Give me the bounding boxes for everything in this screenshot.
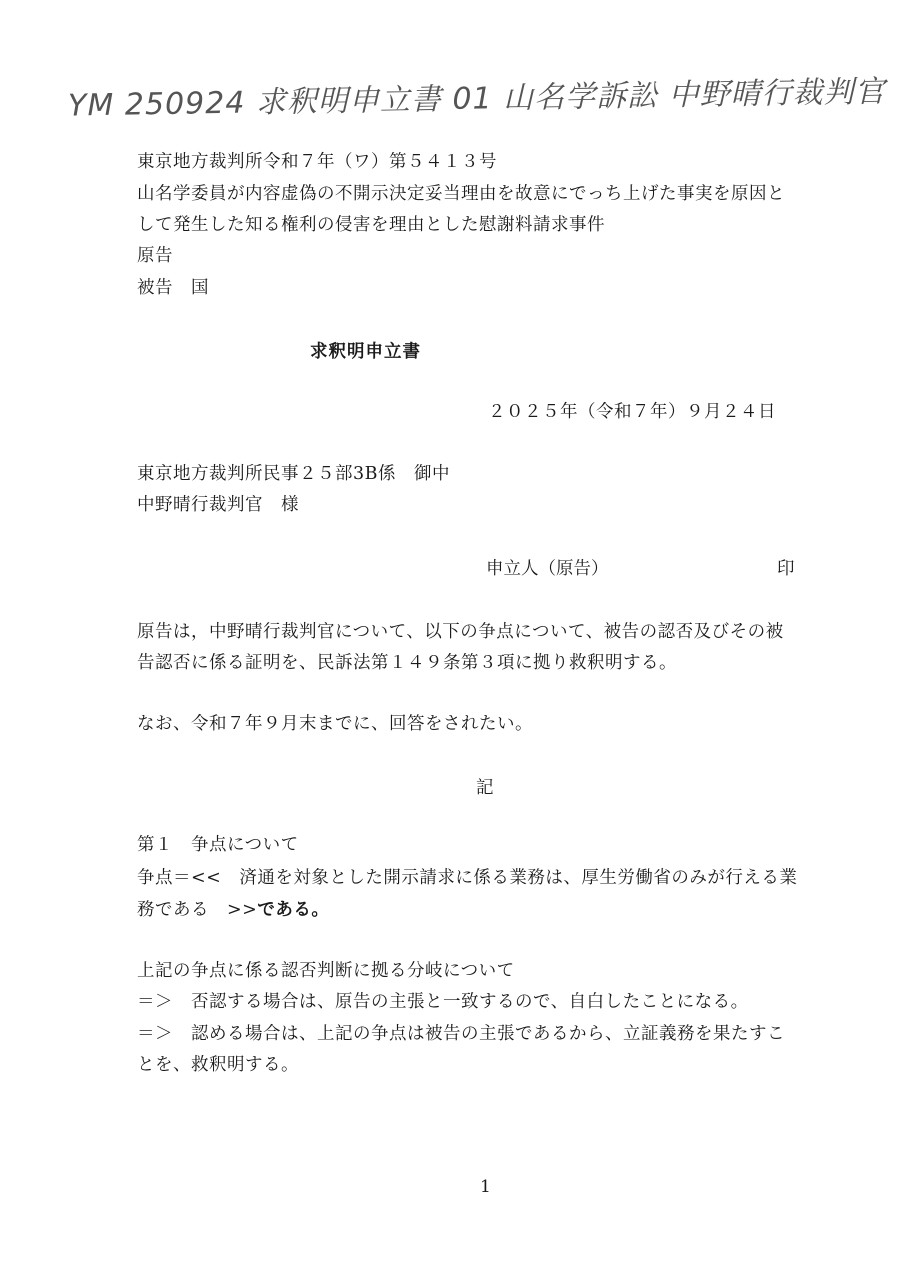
page-number: 1 xyxy=(480,1177,491,1197)
case-name-line2: して発生した知る権利の侵害を理由とした慰謝料請求事件 xyxy=(137,215,605,235)
issue-line2-text: 務である >> xyxy=(137,900,258,920)
plaintiff-label: 原告 xyxy=(137,246,173,266)
issue-line2 xyxy=(137,898,329,922)
body-para1-line2: 告認否に係る証明を、民訴法第１４９条第３項に拠り救釈明する。 xyxy=(137,653,677,673)
branch-heading: 上記の争点に係る認否判断に拠る分岐について xyxy=(137,961,515,981)
document-date: ２０２５年（令和７年）９月２４日 xyxy=(488,402,776,422)
addressee-court: 東京地方裁判所民事２５部3B係 御中 xyxy=(137,464,450,484)
issue-line1: 争点＝<< 済通を対象とした開示請求に係る業務は、厚生労働省のみが行える業 xyxy=(137,868,798,888)
addressee-judge: 中野晴行裁判官 様 xyxy=(137,495,299,515)
ki-marker: 記 xyxy=(476,778,494,798)
issue-line2-emphasis: である。 xyxy=(257,900,330,920)
handwritten-note: YM 250924 求釈明申立書 01 山名学訴訟 中野晴行裁判官 xyxy=(67,74,886,124)
section1-heading: 第１ 争点について xyxy=(137,835,299,855)
applicant-label: 申立人（原告） xyxy=(486,559,609,579)
document-title: 求釈明申立書 xyxy=(310,342,421,362)
branch-deny: ＝＞ 否認する場合は、原告の主張と一致するので、自白したことになる。 xyxy=(137,992,749,1012)
defendant-label: 被告 国 xyxy=(137,278,209,298)
body-para1-line1: 原告は，中野晴行裁判官について、以下の争点について、被告の認否及びその被 xyxy=(137,622,784,642)
branch-admit-line2: とを、救釈明する。 xyxy=(137,1055,299,1075)
case-number: 東京地方裁判所令和７年（ワ）第５４１３号 xyxy=(137,152,497,172)
body-para2: なお、令和７年９月末までに、回答をされたい。 xyxy=(137,714,533,734)
seal-mark: 印 xyxy=(777,559,795,579)
branch-admit-line1: ＝＞ 認める場合は、上記の争点は被告の主張であるから、立証義務を果たすこ xyxy=(137,1024,785,1044)
case-name-line1: 山名学委員が内容虚偽の不開示決定妥当理由を故意にでっち上げた事実を原因と xyxy=(137,184,785,204)
